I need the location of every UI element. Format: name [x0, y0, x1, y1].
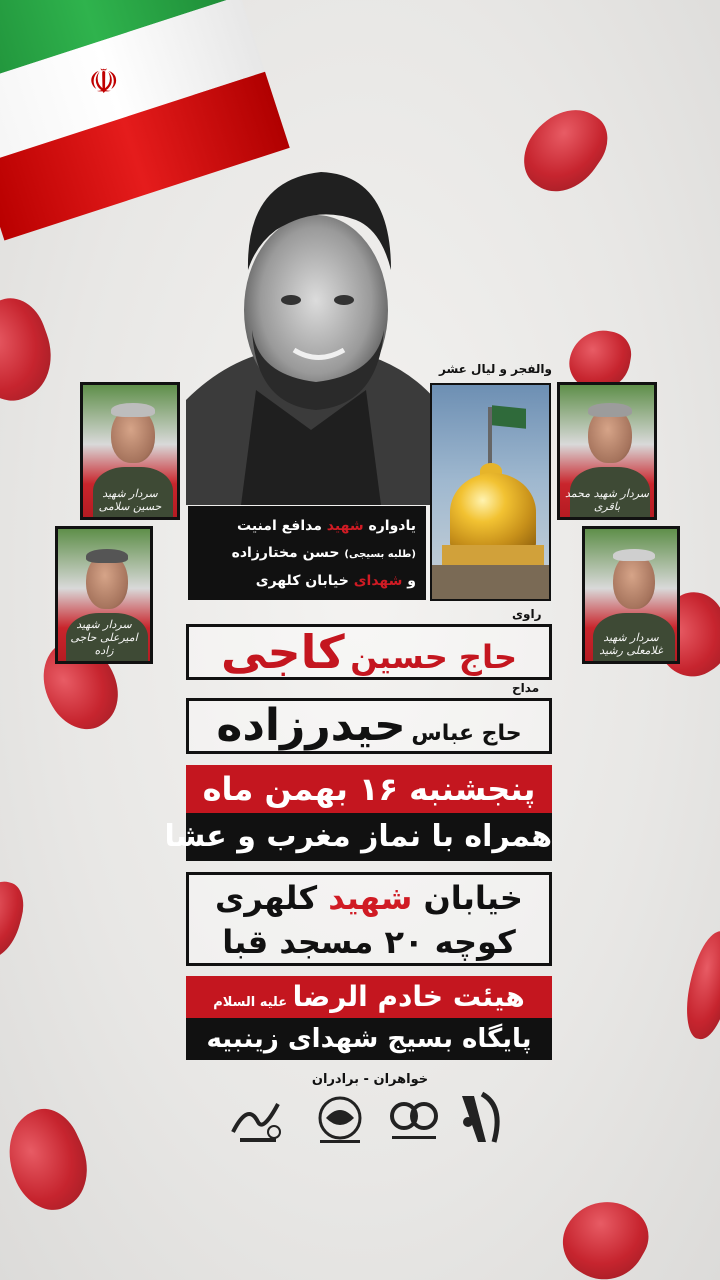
address-line-1: خیابان شهید کلهری — [215, 879, 523, 917]
eulogist-title: حاج عباس — [411, 721, 522, 746]
portrait-caption: سردار شهید حسین سلامی — [98, 487, 162, 513]
portrait-hajizadeh — [55, 526, 153, 664]
main-portrait — [186, 160, 436, 505]
address-line-2: کوچه ۲۰ مسجد قبا — [222, 923, 516, 961]
narrator-surname: کاجی — [220, 625, 345, 679]
portrait-caption: سردار شهید محمد باقری — [564, 487, 650, 513]
audience-label: خواهران - برادران — [311, 1072, 429, 1087]
memorial-line-3: و شهدای خیابان کلهری — [255, 573, 416, 589]
green-flag — [492, 405, 526, 429]
rose-petal — [550, 1185, 659, 1280]
memorial-box — [188, 506, 426, 600]
rose-petal — [681, 927, 720, 1042]
portrait-bagheri — [557, 382, 657, 520]
memorial-line-2: (طلبه بسیجی) حسن مختارزاده — [231, 545, 416, 561]
rose-petal — [0, 1099, 103, 1221]
rose-petal — [0, 289, 65, 410]
narrator-role: راوی — [512, 607, 542, 621]
portrait-rashid — [582, 526, 680, 664]
zeinabieh-logo — [310, 1092, 370, 1148]
eulogist-box — [186, 698, 552, 754]
organizer-line-1: هیئت خادم الرضا علیه السلام — [186, 976, 552, 1018]
narrator-box — [186, 624, 552, 680]
date-line-1: پنجشنبه ۱۶ بهمن ماه — [186, 765, 552, 813]
shrine-photo — [430, 383, 551, 601]
sepah-logo — [452, 1086, 512, 1150]
verse-label: والفجر و لیال عشر — [438, 362, 552, 376]
heyat-logo — [384, 1092, 444, 1148]
eulogist-role: مداح — [512, 681, 540, 695]
narrator-title: حاج حسین — [350, 638, 518, 676]
memorial-line-1: یادواره شهید مدافع امنیت — [237, 518, 416, 534]
organizer-line-2: پایگاه بسیج شهدای زینبیه — [186, 1018, 552, 1060]
eulogist-surname: حیدرزاده — [216, 700, 406, 751]
portrait-caption: سردار شهید غلامعلی رشید — [599, 631, 663, 657]
golden-dome — [450, 473, 536, 551]
rose-petal — [511, 93, 620, 207]
portrait-salami — [80, 382, 180, 520]
portrait-caption: سردار شهید امیرعلی حاجی زاده — [70, 618, 138, 657]
rose-petal — [0, 875, 30, 965]
khademoreza-logo — [228, 1092, 288, 1148]
logos-row — [228, 1086, 512, 1156]
date-line-2: همراه با نماز مغرب و عشا — [186, 813, 552, 861]
flag-emblem-icon: ☫ — [88, 62, 119, 103]
address-box — [186, 872, 552, 966]
